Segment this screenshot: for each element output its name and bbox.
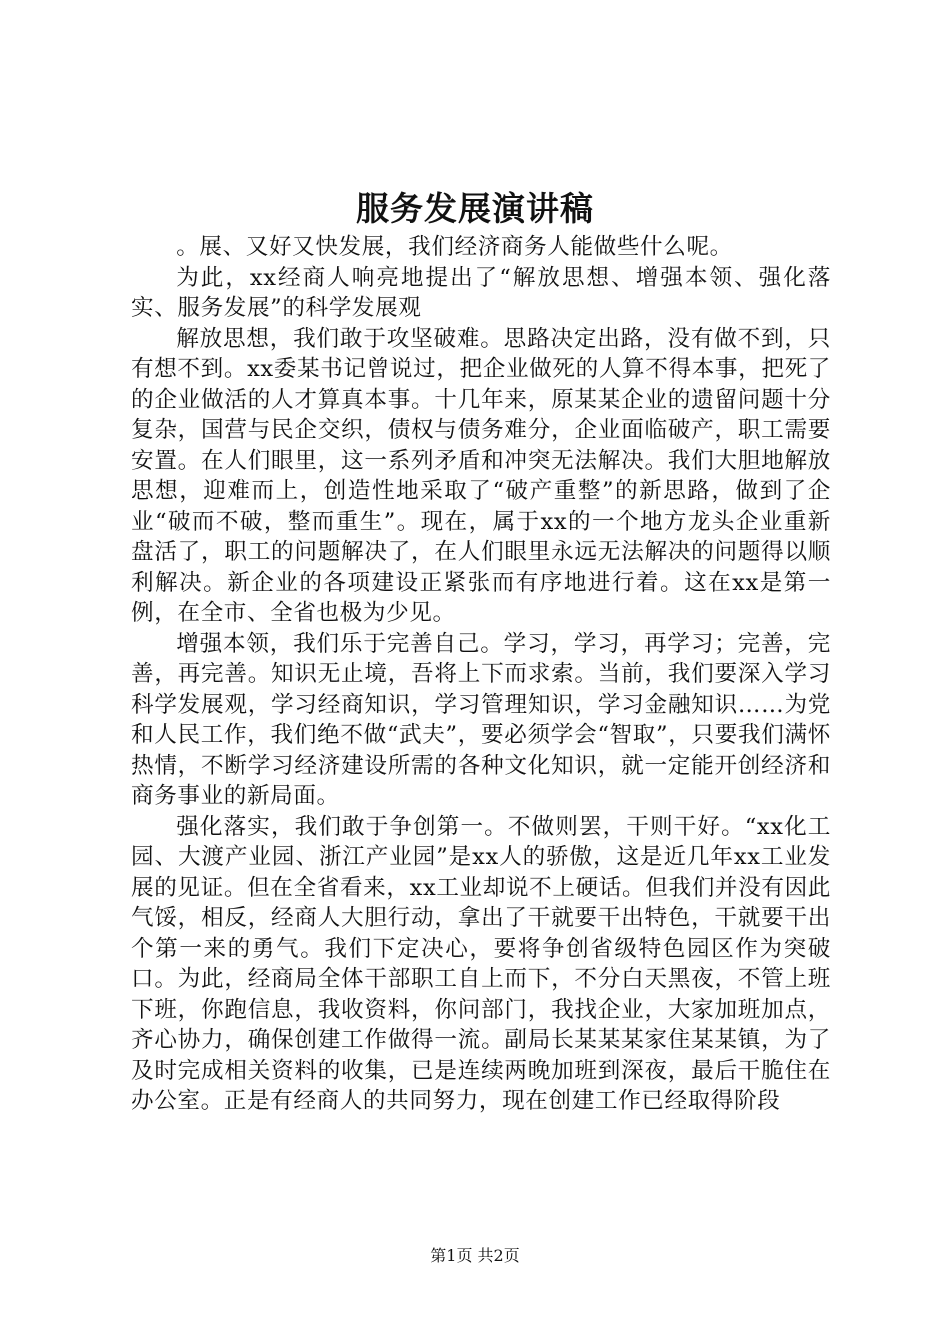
paragraph-enhance-skills: 增强本领，我们乐于完善自己。学习，学习，再学习；完善，完善，再完善。知识无止境，吾将上下而求索。当前，我们要深入学习科学发展观，学习经商知识，学习管理知识，学习金融知识……为党和人民工作，我们绝不做“武夫”，要必须学会“智取”，只要我们满怀热情，不断学习经济建设所需的各种文化知识，就一定能开创经济和商务事业的新局面。 (131, 630, 831, 809)
paragraph-emancipate-mind: 解放思想，我们敢于攻坚破难。思路决定出路，没有做不到，只有想不到。xx委某书记曾说过，把企业做死的人算不得本事，把死了的企业做活的人才算真本事。十几年来，原某某企业的遗留问题十分复杂，国营与民企交织，债权与债务难分，企业面临破产，职工需要安置。在人们眼里，这一系列矛盾和冲突无法解决。我们大胆地解放思想，迎难而上，创造性地采取了“破产重整”的新思路，做到了企业“破而不破，整而重生”。现在，属于xx的一个地方龙头企业重新盘活了，职工的问题解决了，在人们眼里永远无法解决的问题得以顺利解决。新企业的各项建设正紧张而有序地进行着。这在xx是第一例，在全市、全省也极为少见。 (131, 325, 831, 626)
document-title: 服务发展演讲稿 (356, 189, 594, 228)
paragraph-strengthen-implementation: 强化落实，我们敢于争创第一。不做则罢，干则干好。“xx化工园、大渡产业园、浙江产业园”是xx人的骄傲，这是近几年xx工业发展的见证。但在全省看来，xx工业却说不上硬话。但我们并没有因此气馁，相反，经商人大胆行动，拿出了干就要干出特色，干就要干出个第一来的勇气。我们下定决心，要将争创省级特色园区作为突破口。为此，经商局全体干部职工自上而下，不分白天黑夜，不管上班下班，你跑信息，我收资料，你问部门，我找企业，大家加班加点，齐心协力，确保创建工作做得一流。副局长某某某家住某某镇，为了及时完成相关资料的收集，已是连续两晚加班到深夜，最后干脆住在办公室。正是有经商人的共同努力，现在创建工作已经取得阶段 (131, 813, 831, 1114)
page-number-footer: 第1页 共2页 (430, 1246, 520, 1265)
paragraph-slogan: 为此，xx经商人响亮地提出了“解放思想、增强本领、强化落实、服务发展”的科学发展观 (131, 264, 831, 321)
paragraph-intro: 。展、又好又快发展，我们经济商务人能做些什么呢。 (176, 234, 733, 260)
document-body (131, 232, 831, 1117)
